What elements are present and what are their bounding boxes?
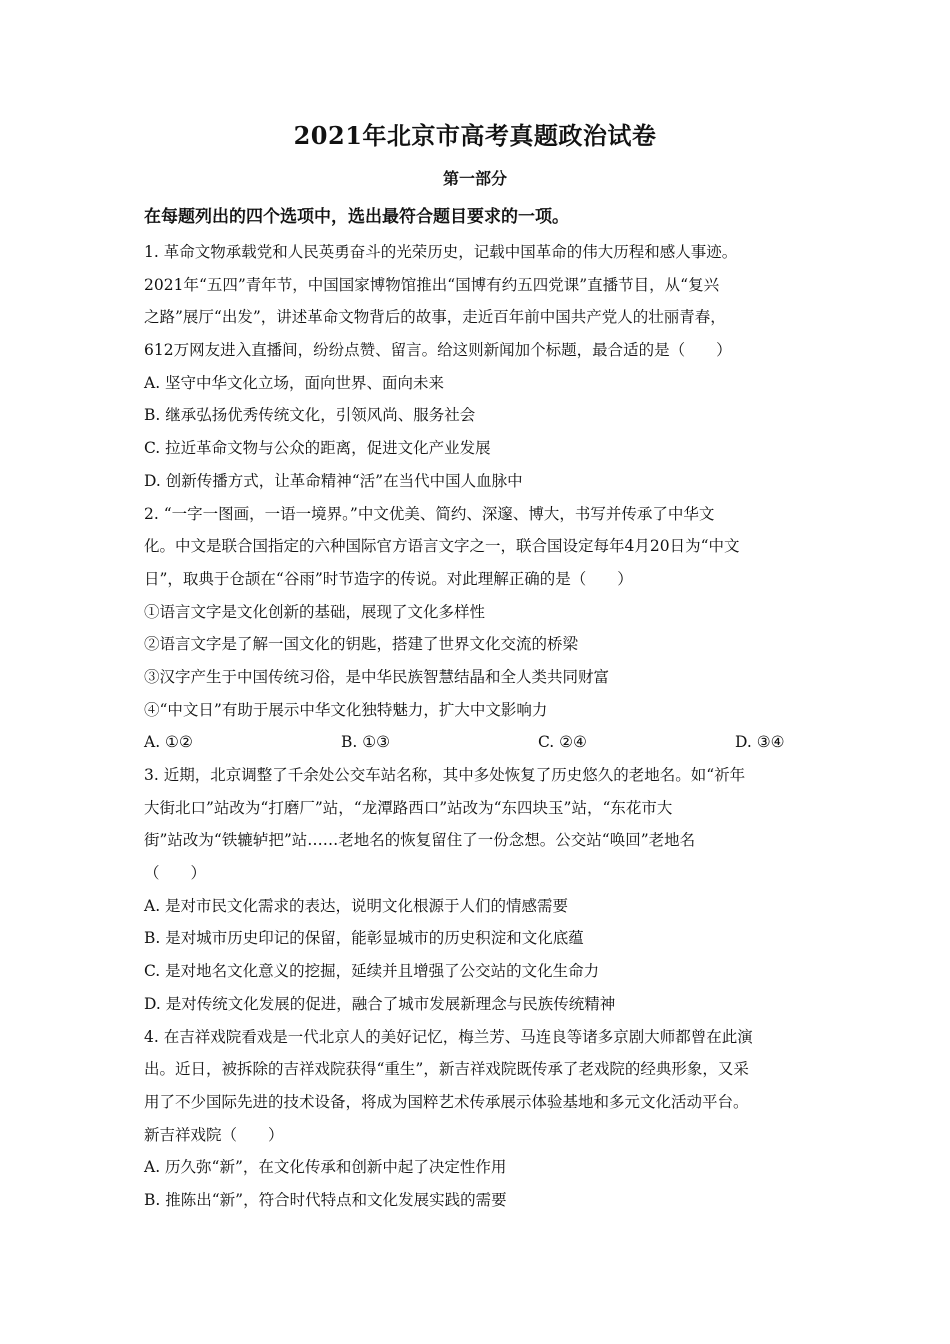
option-b: B. 是对城市历史印记的保留，能彰显城市的历史积淀和文化底蕴 [144, 929, 584, 948]
questions-content [144, 236, 812, 1217]
question-stem-line: 新吉祥戏院（ ） [144, 1125, 284, 1144]
question-2 [144, 498, 812, 760]
question-stem-line: 1. 革命文物承载党和人民英勇奋斗的光荣历史，记载中国革命的伟大历程和感人事迹。 [144, 243, 738, 261]
part-heading: 第一部分 [442, 169, 507, 188]
instruction-text: 在每题列出的四个选项中，选出最符合题目要求的一项。 [144, 207, 569, 227]
question-stem-line: 之路”展厅“出发”，讲述革命文物背后的故事，走近百年前中国共产党人的壮丽青春， [144, 308, 726, 327]
option-c: C. 拉近革命文物与公众的距离，促进文化产业发展 [144, 439, 491, 458]
options-row [144, 726, 812, 759]
question-stem-line: 街”站改为“铁辘轳把”站……老地名的恢复留住了一份念想。公交站“唤回”老地名 [144, 831, 696, 850]
question-stem-line: 化。中文是联合国指定的六种国际官方语言文字之一，联合国设定每年4月20日为“中文 [144, 537, 740, 556]
question-stem-line: 出。近日，被拆除的吉祥戏院获得“重生”，新吉祥戏院既传承了老戏院的经典形象，又采 [144, 1060, 749, 1079]
statement-1: ①语言文字是文化创新的基础，展现了文化多样性 [144, 602, 486, 621]
question-3 [144, 759, 812, 1021]
option-c: C. 是对地名文化意义的挖掘，延续并且增强了公交站的文化生命力 [144, 962, 600, 981]
question-stem-line: 3. 近期，北京调整了千余处公交车站名称，其中多处恢复了历史悠久的老地名。如“祈年 [144, 766, 746, 784]
option-b: B. 推陈出“新”，符合时代特点和文化发展实践的需要 [144, 1190, 507, 1209]
question-stem-line: 日”，取典于仓颉在“谷雨”时节造字的传说。对此理解正确的是（ ） [144, 569, 633, 588]
page-title: 2021年北京市高考真题政治试卷 [293, 121, 657, 150]
question-stem-line: 2. “一字一图画，一语一境界。”中文优美、简约、深邃、博大，书写并传承了中华文 [144, 504, 715, 523]
option-c: C. ②④ [538, 733, 587, 752]
question-stem-line: 2021年“五四”青年节，中国国家博物馆推出“国博有约五四党课”直播节目，从“复兴 [144, 275, 720, 294]
question-4 [144, 1021, 812, 1217]
option-a: A. 坚守中华文化立场，面向世界、面向未来 [144, 373, 445, 392]
option-a: A. ①② [144, 733, 193, 752]
statement-4: ④“中文日”有助于展示中华文化独特魅力，扩大中文影响力 [144, 700, 548, 719]
option-b: B. 继承弘扬优秀传统文化，引领风尚、服务社会 [144, 406, 476, 425]
option-a: A. 历久弥“新”，在文化传承和创新中起了决定性作用 [144, 1158, 507, 1177]
option-d: D. 创新传播方式，让革命精神“活”在当代中国人血脉中 [144, 471, 523, 490]
question-1 [144, 236, 812, 498]
statement-3: ③汉字产生于中国传统习俗，是中华民族智慧结晶和全人类共同财富 [144, 667, 610, 686]
option-d: D. ③④ [735, 733, 785, 752]
question-stem-line: 4. 在吉祥戏院看戏是一代北京人的美好记忆，梅兰芳、马连良等诸多京剧大师都曾在此演 [144, 1027, 753, 1046]
statement-2: ②语言文字是了解一国文化的钥匙，搭建了世界文化交流的桥梁 [144, 635, 579, 654]
question-stem-line: 用了不少国际先进的技术设备，将成为国粹艺术传承展示体验基地和多元文化活动平台。 [144, 1092, 749, 1111]
question-stem-line: 大街北口”站改为“打磨厂”站，“龙潭路西口”站改为“东四块玉”站，“东花市大 [144, 798, 673, 817]
option-b: B. ①③ [341, 733, 391, 752]
question-stem-line: （ ） [144, 864, 207, 883]
option-a: A. 是对市民文化需求的表达，说明文化根源于人们的情感需要 [144, 896, 569, 915]
option-d: D. 是对传统文化发展的促进，融合了城市发展新理念与民族传统精神 [144, 994, 616, 1013]
question-stem-line: 612万网友进入直播间，纷纷点赞、留言。给这则新闻加个标题，最合适的是（ ） [144, 341, 732, 360]
